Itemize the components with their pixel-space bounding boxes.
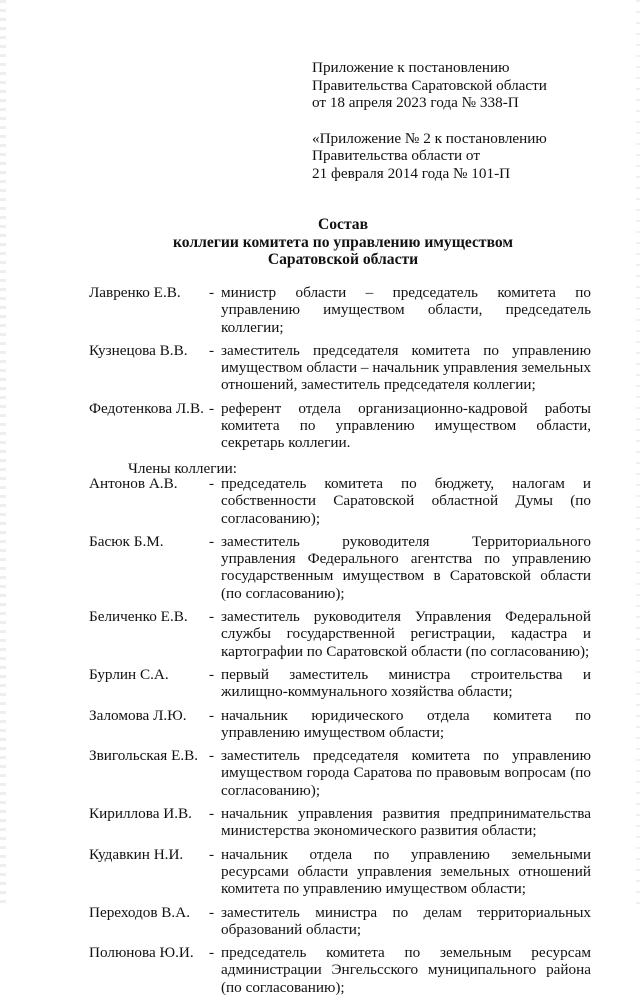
person-name: Переходов В.А. bbox=[89, 903, 190, 921]
list-item bbox=[89, 475, 591, 527]
dash: - bbox=[209, 805, 215, 823]
scan-right-edge bbox=[636, 0, 640, 905]
dash: - bbox=[209, 474, 215, 492]
title-line: Саратовской области bbox=[267, 251, 419, 268]
person-name: Лавренко Е.В. bbox=[89, 284, 181, 301]
person-position: первый заместитель министра строительства и жилищно-коммунального хозяйства области; bbox=[221, 665, 591, 701]
person-position: начальник отдела по управлению земельными ресурсами области управления земельных отношений комитета по управлению имуществом области; bbox=[221, 845, 591, 898]
person-position: заместитель министра по делам территориальных образований области; bbox=[221, 903, 591, 938]
person-name: Кириллова И.В. bbox=[89, 805, 192, 823]
appendix-header bbox=[312, 59, 547, 182]
person-name: Кузнецова В.В. bbox=[89, 341, 188, 359]
list-item bbox=[89, 707, 591, 742]
person-position: председатель комитета по бюджету, налогам и собственности Саратовской областной Думы (по согласованию); bbox=[221, 474, 591, 527]
person-name: Звигольская Е.В. bbox=[89, 747, 199, 765]
person-name: Кудавкин Н.И. bbox=[89, 845, 184, 863]
dash: - bbox=[209, 399, 215, 417]
person-position: начальник управления развития предпринимательства министерства экономического развития области; bbox=[221, 805, 591, 840]
person-name: Басюк Б.М. bbox=[89, 532, 164, 550]
header-line: Правительства области от bbox=[312, 147, 480, 164]
header-line: 21 февраля 2014 года № 101-П bbox=[312, 164, 511, 182]
person-name: Полюнова Ю.И. bbox=[89, 944, 194, 962]
dash: - bbox=[209, 341, 215, 359]
title-line: Состав bbox=[317, 216, 369, 233]
list-item bbox=[89, 533, 591, 602]
scan-left-edge bbox=[0, 0, 6, 905]
person-position: министр области – председатель комитета по управлению имуществом области, председатель коллегии; bbox=[221, 284, 591, 336]
dash: - bbox=[209, 608, 215, 626]
person-position: референт отдела организационно-кадровой работы комитета по управлению имуществом области, секретарь коллегии. bbox=[221, 399, 591, 452]
list-item bbox=[89, 747, 591, 799]
dash: - bbox=[209, 845, 215, 863]
person-position: заместитель руководителя Управления Федеральной службы государственной регистрации, кадастра и картографии по Саратовской области (по согласованию); bbox=[221, 608, 591, 660]
header-line: от 18 апреля 2023 года № 338-П bbox=[312, 94, 519, 111]
person-name: Антонов А.В. bbox=[89, 474, 178, 492]
list-item bbox=[89, 342, 591, 394]
list-item bbox=[89, 666, 591, 701]
dash: - bbox=[209, 665, 215, 683]
list-item bbox=[89, 608, 591, 660]
dash: - bbox=[209, 944, 215, 962]
person-name: Бурлин С.А. bbox=[89, 665, 169, 683]
person-position: заместитель председателя комитета по управлению имуществом города Саратова по правовым вопросам (по согласованию); bbox=[221, 747, 591, 799]
document-title bbox=[0, 216, 640, 269]
header-line: «Приложение № 2 к постановлению bbox=[312, 129, 547, 147]
dash: - bbox=[209, 284, 215, 301]
person-position: председатель комитета по земельным ресурсам администрации Энгельсского муниципального района (по согласованию); bbox=[221, 944, 591, 996]
dash: - bbox=[209, 903, 215, 921]
person-position: заместитель руководителя Территориального управления Федерального агентства по управлению государственным имуществом в Саратовской области (по согласованию); bbox=[221, 532, 591, 602]
header-line: Правительства Саратовской области bbox=[312, 76, 547, 94]
list-item bbox=[89, 284, 591, 336]
list-item bbox=[89, 400, 591, 452]
list-item bbox=[89, 846, 591, 898]
person-name: Беличенко Е.В. bbox=[89, 608, 188, 626]
dash: - bbox=[209, 706, 215, 724]
header-line: Приложение к постановлению bbox=[312, 59, 510, 76]
person-position: начальник юридического отдела комитета по управлению имуществом области; bbox=[221, 706, 591, 741]
list-item bbox=[89, 944, 591, 996]
dash: - bbox=[209, 532, 215, 550]
person-position: заместитель председателя комитета по управлению имуществом области – начальник управления земельных отношений, заместитель председателя коллегии; bbox=[221, 341, 591, 394]
person-name: Заломова Л.Ю. bbox=[89, 706, 187, 724]
title-line: коллегии комитета по управлению имуществом bbox=[172, 233, 514, 251]
list-item bbox=[89, 904, 591, 939]
dash: - bbox=[209, 747, 215, 765]
person-name: Федотенкова Л.В. bbox=[89, 399, 204, 417]
composition-list bbox=[89, 284, 591, 996]
members-heading: Члены коллегии: bbox=[128, 459, 237, 477]
list-item bbox=[89, 805, 591, 840]
